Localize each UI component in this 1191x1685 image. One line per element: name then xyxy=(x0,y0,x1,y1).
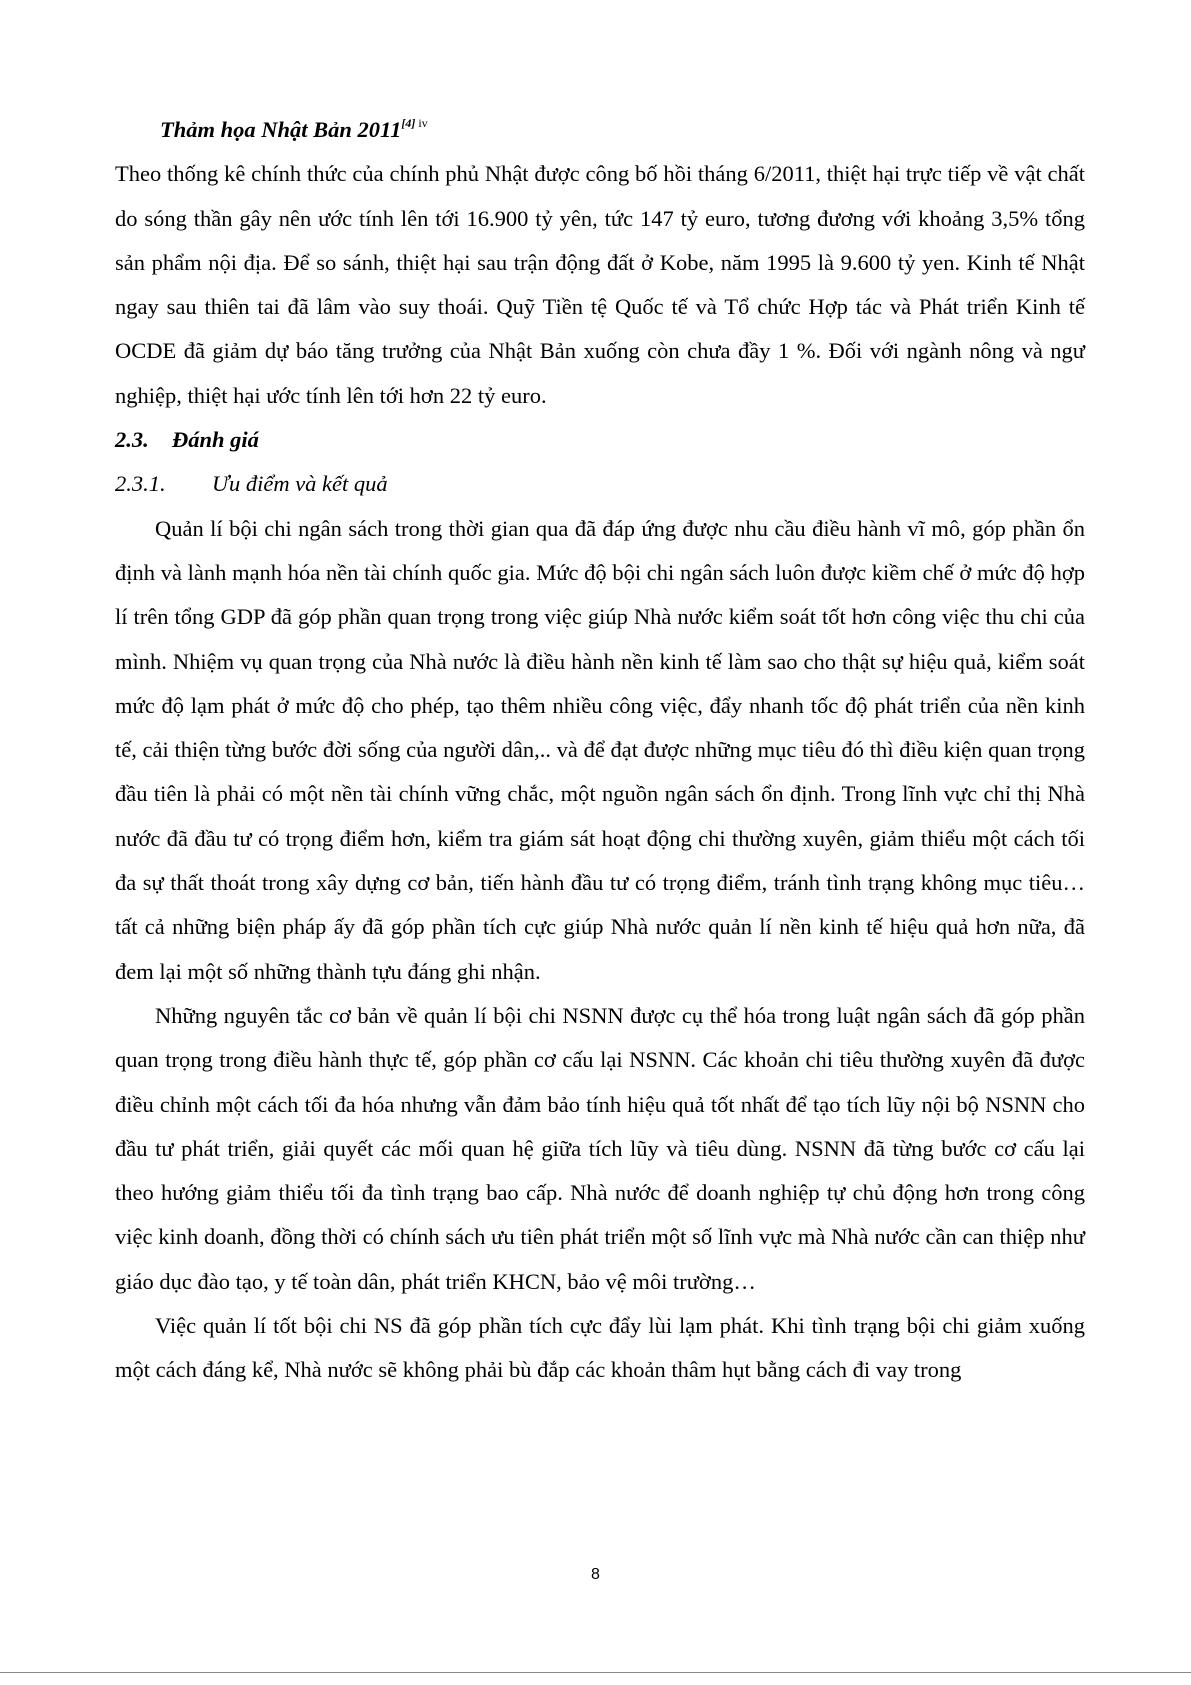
section-title: Đánh giá xyxy=(172,427,259,453)
body-paragraph-1: Quản lí bội chi ngân sách trong thời gian qua đã đáp ứng được nhu cầu điều hành vĩ mô, góp phần ổn định và lành mạnh hóa nền tài chính quốc gia. Mức độ bội chi ngân sách luôn được kiềm chế ở mức độ hợp lí trên tổng GDP đã góp phần quan trọng trong việc giúp Nhà nước kiểm soát tốt hơn công việc thu chi của mình. Nhiệm vụ quan trọng của Nhà nước là điều hành nền kinh tế làm sao cho thật sự hiệu quả, kiểm soát mức độ lạm phát ở mức độ cho phép, tạo thêm nhiều công việc, đẩy nhanh tốc độ phát triển của nền kinh tế, cải thiện từng bước đời sống của người dân,.. và để đạt được những mục tiêu đó thì điều kiện quan trọng đầu tiên là phải có một nền tài chính vững chắc, một nguồn ngân sách ổn định. Trong lĩnh vực chỉ thị Nhà nước đã đầu tư có trọng điểm hơn, kiểm tra giám sát hoạt động chi thường xuyên, giảm thiểu một cách tối đa sự thất thoát trong xây dựng cơ bản, tiến hành đầu tư có trọng điểm, tránh tình trạng không mục tiêu…tất cả những biện pháp ấy đã góp phần tích cực giúp Nhà nước quản lí nền kinh tế hiệu quả hơn nữa, đã đem lại một số những thành tựu đáng ghi nhận. xyxy=(115,515,1085,984)
body-paragraph-2: Những nguyên tắc cơ bản về quản lí bội chi NSNN được cụ thể hóa trong luật ngân sách đã góp phần quan trọng trong điều hành thực tế, góp phần cơ cấu lại NSNN. Các khoản chi tiêu thường xuyên đã được điều chỉnh một cách tối đa hóa nhưng vẫn đảm bảo tính hiệu quả tốt nhất để tạo tích lũy nội bộ NSNN cho đầu tư phát triển, giải quyết các mối quan hệ giữa tích lũy và tiêu dùng. NSNN đã từng bước cơ cấu lại theo hướng giảm thiểu tối đa tình trạng bao cấp. Nhà nước để doanh nghiệp tự chủ động hơn trong công việc kinh doanh, đồng thời có chính sách ưu tiên phát triển một số lĩnh vực mà Nhà nước cần can thiệp như giáo dục đào tạo, y tế toàn dân, phát triển KHCN, bảo vệ môi trường… xyxy=(115,1002,1085,1294)
footnote-ref-number: [4] xyxy=(401,116,416,130)
subsection-number: 2.3.1. xyxy=(115,471,166,497)
body-paragraph-3: Việc quản lí tốt bội chi NS đã góp phần tích cực đẩy lùi lạm phát. Khi tình trạng bội chi giảm xuống một cách đáng kể, Nhà nước sẽ không phải bù đắp các khoản thâm hụt bằng cách đi vay trong xyxy=(115,1313,1085,1383)
page-number: 8 xyxy=(591,1566,600,1583)
endnote-marker: iv xyxy=(418,116,428,130)
footnote-reference xyxy=(401,116,427,130)
subsection-heading xyxy=(115,462,1085,506)
japan-paragraph: Theo thống kê chính thức của chính phủ Nhật được công bố hồi tháng 6/2011, thiệt hại trực tiếp về vật chất do sóng thần gây nên ước tính lên tới 16.900 tỷ yên, tức 147 tỷ euro, tương đương với khoảng 3,5% tổng sản phẩm nội địa. Để so sánh, thiệt hại sau trận động đất ở Kobe, năm 1995 là 9.600 tỷ yen. Kinh tế Nhật ngay sau thiên tai đã lâm vào suy thoái. Quỹ Tiền tệ Quốc tế và Tổ chức Hợp tác và Phát triển Kinh tế OCDE đã giảm dự báo tăng trưởng của Nhật Bản xuống còn chưa đầy 1 %. Đối với ngành nông và ngư nghiệp, thiệt hại ước tính lên tới hơn 22 tỷ euro. xyxy=(115,161,1085,408)
case-heading xyxy=(115,108,1085,152)
subsection-title: Ưu điểm và kết quả xyxy=(212,471,388,497)
page-body xyxy=(115,108,1085,1393)
section-heading xyxy=(115,418,1085,462)
section-number: 2.3. xyxy=(115,427,149,453)
case-heading-text: Thảm họa Nhật Bản 2011 xyxy=(160,117,402,142)
page-bottom-divider xyxy=(0,1672,1191,1673)
